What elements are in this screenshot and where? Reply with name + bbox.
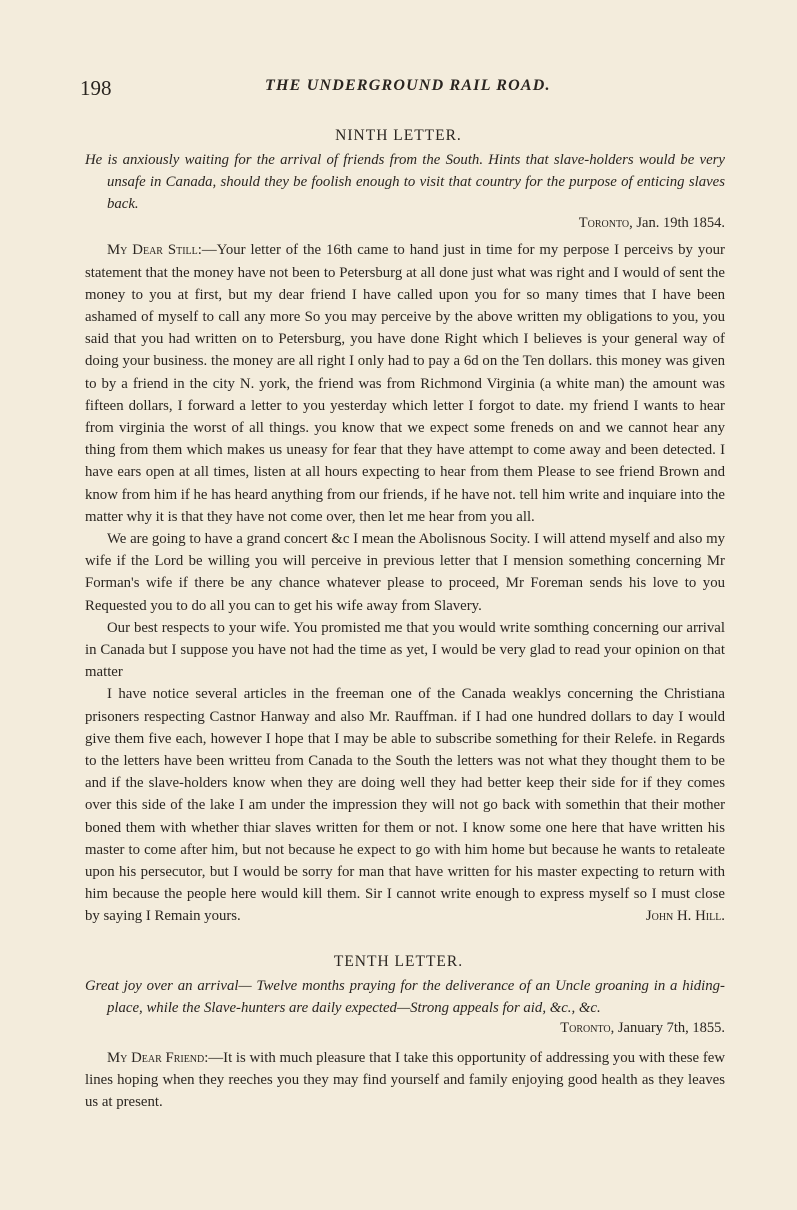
dateline-place: Toronto	[578, 215, 630, 232]
ninth-letter-paragraph-3: Our best respects to your wife. You promisted me that you would write somthing concerning our arrival in Canada but I suppose you have not had the time as yet, I would be very glad to read your opinion on that matter	[85, 619, 725, 681]
ninth-letter	[85, 150, 725, 928]
running-head	[80, 76, 720, 102]
paragraph-text: :—It is with much pleasure that I take this opportunity of addressing you with these few lines hoping when they reeches you they may find yourself and family enjoying good health as they leaves us at present.	[85, 1049, 725, 1110]
salutation: My Dear Still	[107, 242, 198, 259]
paragraph-text: :—Your letter of the 16th came to hand just in time for my perpose I perceivs by your statement that the money have not been to Petersburg at all done just what was right and I would of sent the money to you at first, but my dear friend I have called upon you for so many times that I have been ashamed of myself to call any more So you may perceive by the above written my obligations to you, you said that you had written on to Petersburg, you have done Right which I believes is your general way of doing your business. the money are all right I only had to pay a 6d on the Ten dollars. this money was given to by a friend in the city N. york, the friend was from Richmond Virginia (a white man) the amount was fifteen dollars, I forward a letter to you yesterday which letter I forgot to date. my friend I wants to hear from virginia the worst of all things. you know that we expect some freneds on and we cannot hear any thing from them which makes us uneasy for fear that they have attempt to come away and been detected. I have ears open at all times, listen at all hours expecting to hear from them Please to see friend Brown and know from him if he has heard anything from our friends, if he have not. tell him write and inquiare into the matter why it is that they have not come over, then let me hear from you all.	[85, 242, 725, 525]
ninth-letter-paragraph-1	[85, 239, 725, 528]
running-title: THE UNDERGROUND RAIL ROAD.	[265, 77, 551, 94]
dateline-place: Toronto	[560, 1019, 611, 1036]
tenth-letter-dateline	[85, 1020, 725, 1037]
ninth-letter-paragraph-4	[85, 683, 725, 927]
dateline-date: , Jan. 19th 1854.	[629, 215, 725, 232]
tenth-letter-heading: TENTH LETTER.	[333, 953, 464, 970]
ninth-letter-paragraph-2: We are going to have a grand concert &c I mean the Abolisnous Socity. I will attend myself and also my wife if the Lord be willing you will perceive in previous letter that I mension something concerning Mr Forman's wife if there be any chance whatever please to proceed, Mr Foreman sends his love to you Requested you to do all you can to get his wife away from Slavery.	[85, 531, 725, 614]
dateline-date: , January 7th, 1855.	[610, 1019, 725, 1036]
tenth-letter	[85, 976, 725, 1113]
salutation: My Dear Friend	[107, 1049, 205, 1066]
ninth-letter-dateline	[85, 215, 725, 232]
signature: John H. Hill.	[645, 908, 725, 925]
tenth-letter-summary: Great joy over an arrival— Twelve months praying for the deliverance of an Uncle groaning in a hiding-place, while the Slave-hunters are daily expected—Strong appeals for aid, &c., &c.	[85, 978, 725, 1016]
ninth-letter-summary: He is anxiously waiting for the arrival of friends from the South. Hints that slave-holders would be very unsafe in Canada, should they be foolish enough to visit that country for the purpose of enticing slaves back.	[85, 152, 725, 212]
page-number: 198	[80, 76, 112, 100]
tenth-letter-paragraph-1	[85, 1047, 725, 1114]
paragraph-text: I have notice several articles in the freeman one of the Canada weaklys concerning the Christiana prisoners respecting Castnor Hanway and also Mr. Rauffman. if I had one hundred dollars to day I would give them five each, however I hope that I may be able to subscribe something for their Relefe. in Regards to the letters have been writteu from Canada to the South the letters was not what they thought them to be and if the slave-holders know when they are doing well they had better keep their side for if they comes over this side of the lake I am under the impression they will not go back with somethin that their mother boned them with whether thiar slaves written for them or not. I know some one here that have written his master to come after him, but not because he expect to go with him home but because he wants to retaleate upon his persecutor, but I would be sorry for man that have written for his master expecting to return with him because the people here would kill them. Sir I cannot write enough to express myself so I must close by saying I Remain yours.	[85, 686, 725, 925]
ninth-letter-heading: NINTH LETTER.	[335, 127, 462, 144]
